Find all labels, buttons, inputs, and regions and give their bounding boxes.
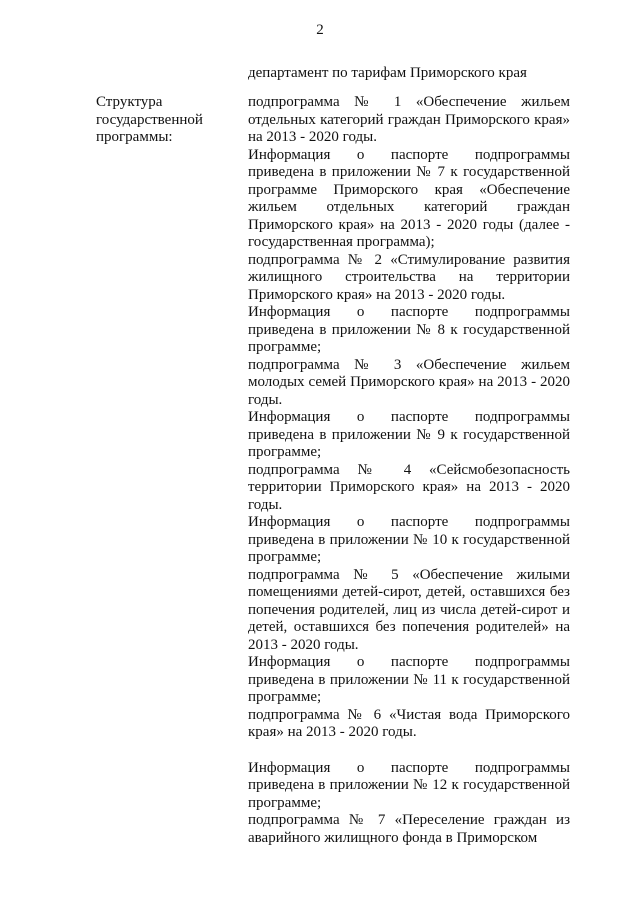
- subprogram-7-paragraph: подпрограмма № 7 «Переселение граждан из аварийного жилищного фонда в Приморском: [248, 812, 570, 846]
- subprogram-2-info-paragraph: Информация о паспорте подпрограммы приведена в приложении № 8 к государственной программе;: [248, 304, 570, 355]
- subprogram-5-paragraph: подпрограмма № 5 «Обеспечение жилыми помещениями детей-сирот, детей, оставшихся без попечения родителей, лиц из числа детей-сирот и детей, оставшихся без попечения родителей» на 2013 - 2020 годы.: [248, 566, 570, 653]
- program-structure-label: Структура государственной программы:: [96, 94, 203, 145]
- subprogram-3-paragraph: подпрограмма № 3 «Обеспечение жильем молодых семей Приморского края» на 2013 - 2020 годы.: [248, 356, 570, 408]
- subprogram-5-info-paragraph: Информация о паспорте подпрограммы приведена в приложении № 11 к государственной программе;: [248, 654, 570, 705]
- subprogram-4-paragraph: подпрограмма № 4 «Сейсмобезопасность территории Приморского края» на 2013 - 2020 годы.: [248, 461, 570, 513]
- subprogram-1-paragraph: подпрограмма № 1 «Обеспечение жильем отдельных категорий граждан Приморского края» на 2013 - 2020 годы.: [248, 94, 570, 145]
- subprogram-4-info-paragraph: Информация о паспорте подпрограммы приведена в приложении № 10 к государственной программе;: [248, 514, 570, 565]
- page-number: 2: [316, 22, 324, 38]
- subprogram-6-paragraph: подпрограмма № 6 «Чистая вода Приморского края» на 2013 - 2020 годы.: [248, 706, 570, 740]
- subprogram-2-paragraph: подпрограмма № 2 «Стимулирование развития жилищного строительства на территории Приморского края» на 2013 - 2020 годы.: [248, 251, 570, 303]
- subprogram-1-info-paragraph: Информация о паспорте подпрограммы приведена в приложении № 7 к государственной программе Приморского края «Обеспечение жильем отдельных категорий граждан Приморского края» на 2013 - 2020 годы (далее - государственная программа);: [248, 146, 570, 250]
- program-structure-content: [248, 94, 570, 847]
- subprogram-3-info-paragraph: Информация о паспорте подпрограммы приведена в приложении № 9 к государственной программе;: [248, 409, 570, 460]
- subprogram-6-info-paragraph: Информация о паспорте подпрограммы приведена в приложении № 12 к государственной программе;: [248, 759, 570, 811]
- responsible-department-line: департамент по тарифам Приморского края: [248, 65, 527, 81]
